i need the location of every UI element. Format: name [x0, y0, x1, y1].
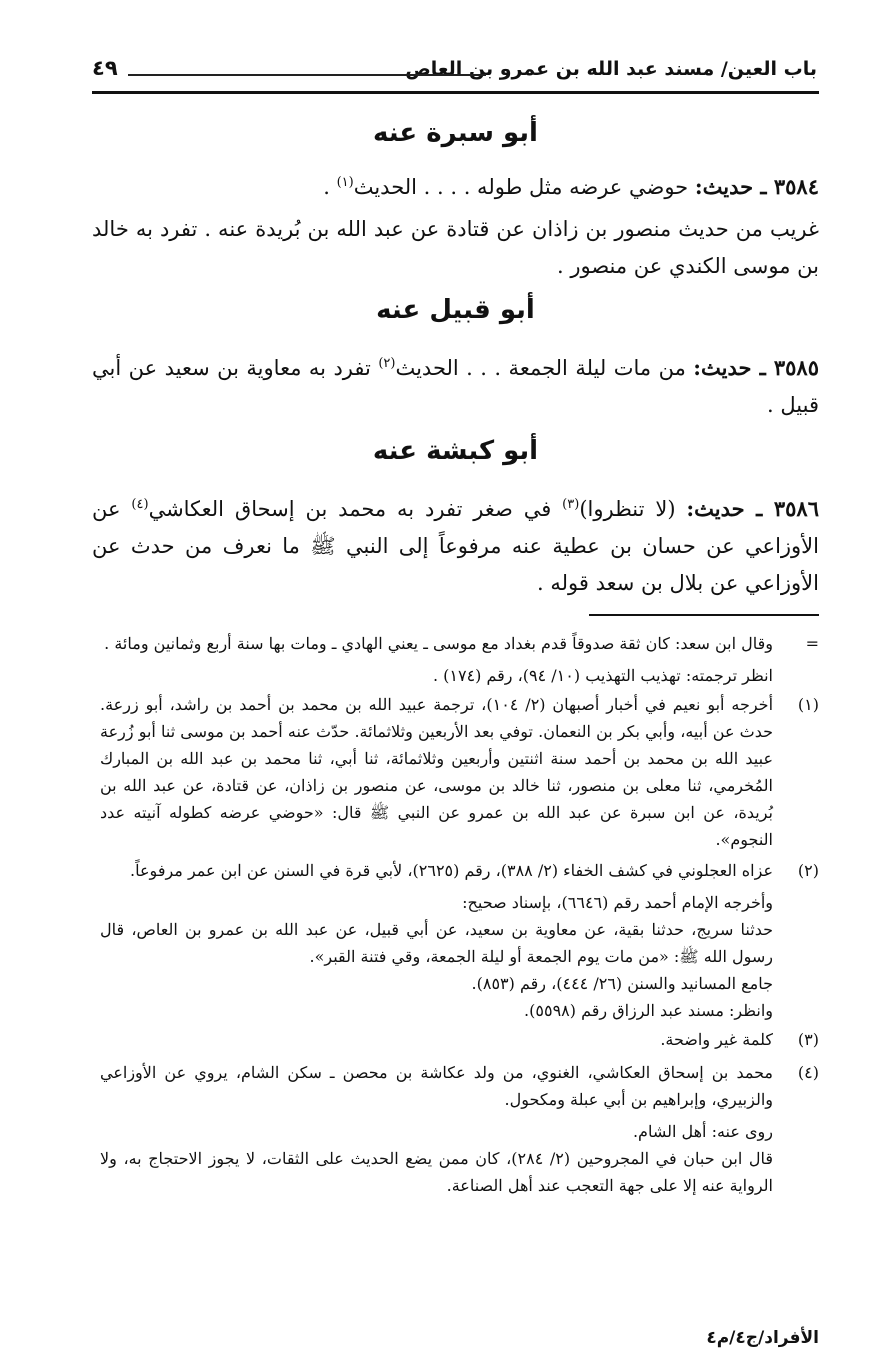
hadith-tail: .	[323, 175, 330, 199]
footnote-ref: (٣)	[562, 497, 580, 512]
footnote-paragraph: وأخرجه الإمام أحمد رقم (٦٦٤٦)، بإسناد صحيح:	[462, 893, 773, 912]
footnote-ref: (١)	[336, 175, 354, 190]
footnote-ref: (٤)	[131, 497, 149, 512]
footnote-marker: (٤)	[797, 1063, 819, 1082]
hadith-number: ٣٥٨٤	[773, 174, 819, 199]
footnote-paragraph: حدثنا سريج، حدثنا بقية، عن معاوية بن سعيد، عن أبي قبيل، عن عبد الله بن عمرو بن العاص، قال رسول الله ﷺ: «من مات يوم الجمعة أو ليلة الجمعة، وقي فتنة القبر».	[100, 920, 773, 966]
footnote-marker: =	[805, 634, 819, 653]
hadith-text: حوضي عرضه مثل طوله . . . . الحديث	[353, 175, 689, 199]
footnote-paragraph: روى عنه: أهل الشام.	[632, 1122, 773, 1141]
header-rule	[92, 91, 819, 94]
page-number: ٤٩	[92, 56, 118, 80]
footnote-paragraph: وانظر: مسند عبد الرزاق رقم (٥٥٩٨).	[524, 1001, 773, 1020]
footnote	[100, 1059, 819, 1199]
footnote-marker: (١)	[797, 695, 819, 714]
footnote-paragraph: عزاه العجلوني في كشف الخفاء (٢/ ٣٨٨)، رقم (٢٦٢٥)، لأبي قرة في السنن عن ابن عمر مرفوعاً.	[130, 861, 773, 880]
hadith-tail: تفرد به معاوية بن سعيد عن أبي قبيل .	[92, 356, 819, 417]
footnote-paragraph: جامع المسانيد والسنن (٢٦/ ٤٤٤)، رقم (٨٥٣).	[471, 974, 773, 993]
signature-mark: الأفراد/ج٤/م٤	[706, 1328, 819, 1348]
main-text	[92, 118, 819, 602]
footnote-ref: (٢)	[378, 356, 396, 371]
hadith-entry: ٣٥٨٦ ـ حديث: (لا تنظروا)$^{(٣)}$ في صغر تفرد به محمد بن إسحاق العكاشي$^{(٤)}$ عن الأوزاعي عن حسان بن عطية عنه مرفوعاً إلى النبي ﷺ ما نعرف من حدث عن الأوزاعي عن بلال بن سعد قوله .	[92, 496, 819, 595]
hadith-text: (لا تنظروا)	[579, 497, 676, 521]
footnote-marker: (٢)	[797, 861, 819, 880]
header-dash	[128, 74, 486, 76]
hadith-entry: ٣٥٨٤ ـ حديث: حوضي عرضه مثل طوله . . . . الحديث$^{(١)}$ .	[323, 174, 819, 199]
hadith-label: حديث:	[694, 174, 754, 199]
footnote-separator	[589, 614, 819, 616]
footnote-paragraph: انظر ترجمته: تهذيب التهذيب (١٠/ ٩٤)، رقم (١٧٤) .	[432, 666, 773, 685]
footnote-paragraph: أخرجه أبو نعيم في أخبار أصبهان (٢/ ١٠٤)، ترجمة عبيد الله بن محمد بن أحمد بن راشد، أبو زرعة. حدث عن أبيه، وأبي بكر بن النعمان. توفي بعد الأربعين وثلاثمائة. حدّث عنه أحمد بن موسى ثنا أبو زُرعة عبيد الله بن محمد بن أحمد سنة اثنتين وأربعين وثلاثمائة، ثنا أبي، ثنا محمد بن عبد الله بن المبارك المُخرمي، ثنا معلى بن منصور، ثنا خالد بن موسى، عن منصور بن زاذان، عن قتادة، عن عبد الله بن بُريدة، عن ابن سبرة عن عبد الله بن عمرو عن النبي ﷺ قال: «حوضي عرضه كطوله آنيته عدد النجوم».	[100, 695, 774, 849]
footnote	[100, 691, 819, 853]
hadith-tail: في صغر تفرد به محمد بن إسحاق العكاشي	[148, 497, 552, 521]
footnote-paragraph: قال ابن حبان في المجروحين (٢/ ٢٨٤)، كان ممن يضع الحديث على الثقات، لا يجوز الاحتجاج به، ولا الرواية عنه إلا على جهة التعجب عند أهل الصناعة.	[100, 1149, 774, 1195]
footnote	[100, 630, 819, 689]
footnote	[100, 1026, 819, 1053]
running-header	[92, 56, 817, 90]
hadith-tail: عن الأوزاعي عن حسان بن عطية عنه مرفوعاً إلى النبي ﷺ ما نعرف من حدث عن الأوزاعي عن بلال بن سعد قوله .	[92, 497, 819, 595]
hadith-number: ٣٥٨٥	[773, 355, 819, 380]
hadith-number: ٣٥٨٦	[773, 496, 819, 521]
footnotes	[100, 630, 819, 1199]
section-heading: أبو كبشة عنه	[372, 436, 539, 466]
hadith-label: حديث:	[693, 355, 752, 380]
hadith-label: حديث:	[686, 496, 745, 521]
hadith-comment: غريب من حديث منصور بن زاذان عن قتادة عن عبد الله بن بُريدة عنه . تفرد به خالد بن موسى الكندي عن منصور .	[92, 217, 819, 278]
chapter-title: باب العين/ مسند عبد الله بن عمرو بن العاص	[405, 58, 817, 80]
footnote-marker: (٣)	[797, 1030, 819, 1049]
section-heading: أبو قبيل عنه	[376, 295, 535, 325]
hadith-entry: ٣٥٨٥ ـ حديث: من مات ليلة الجمعة . . . الحديث$^{(٢)}$ تفرد به معاوية بن سعيد عن أبي قبيل .	[92, 355, 819, 417]
footnote-paragraph: محمد بن إسحاق العكاشي، الغنوي، من ولد عكاشة بن محصن ـ سكن الشام، يروي عن الأوزاعي والزبيري، وإبراهيم بن أبي عبلة ومكحول.	[100, 1063, 774, 1109]
footnote-paragraph: وقال ابن سعد: كان ثقة صدوقاً قدم بغداد مع موسى ـ يعني الهادي ـ ومات بها سنة أربع وثمانين ومائة .	[104, 634, 773, 653]
hadith-text: من مات ليلة الجمعة . . . الحديث	[395, 356, 686, 380]
footnote	[100, 857, 819, 1024]
section-heading: أبو سبرة عنه	[373, 118, 538, 148]
footnote-paragraph: كلمة غير واضحة.	[660, 1030, 773, 1049]
